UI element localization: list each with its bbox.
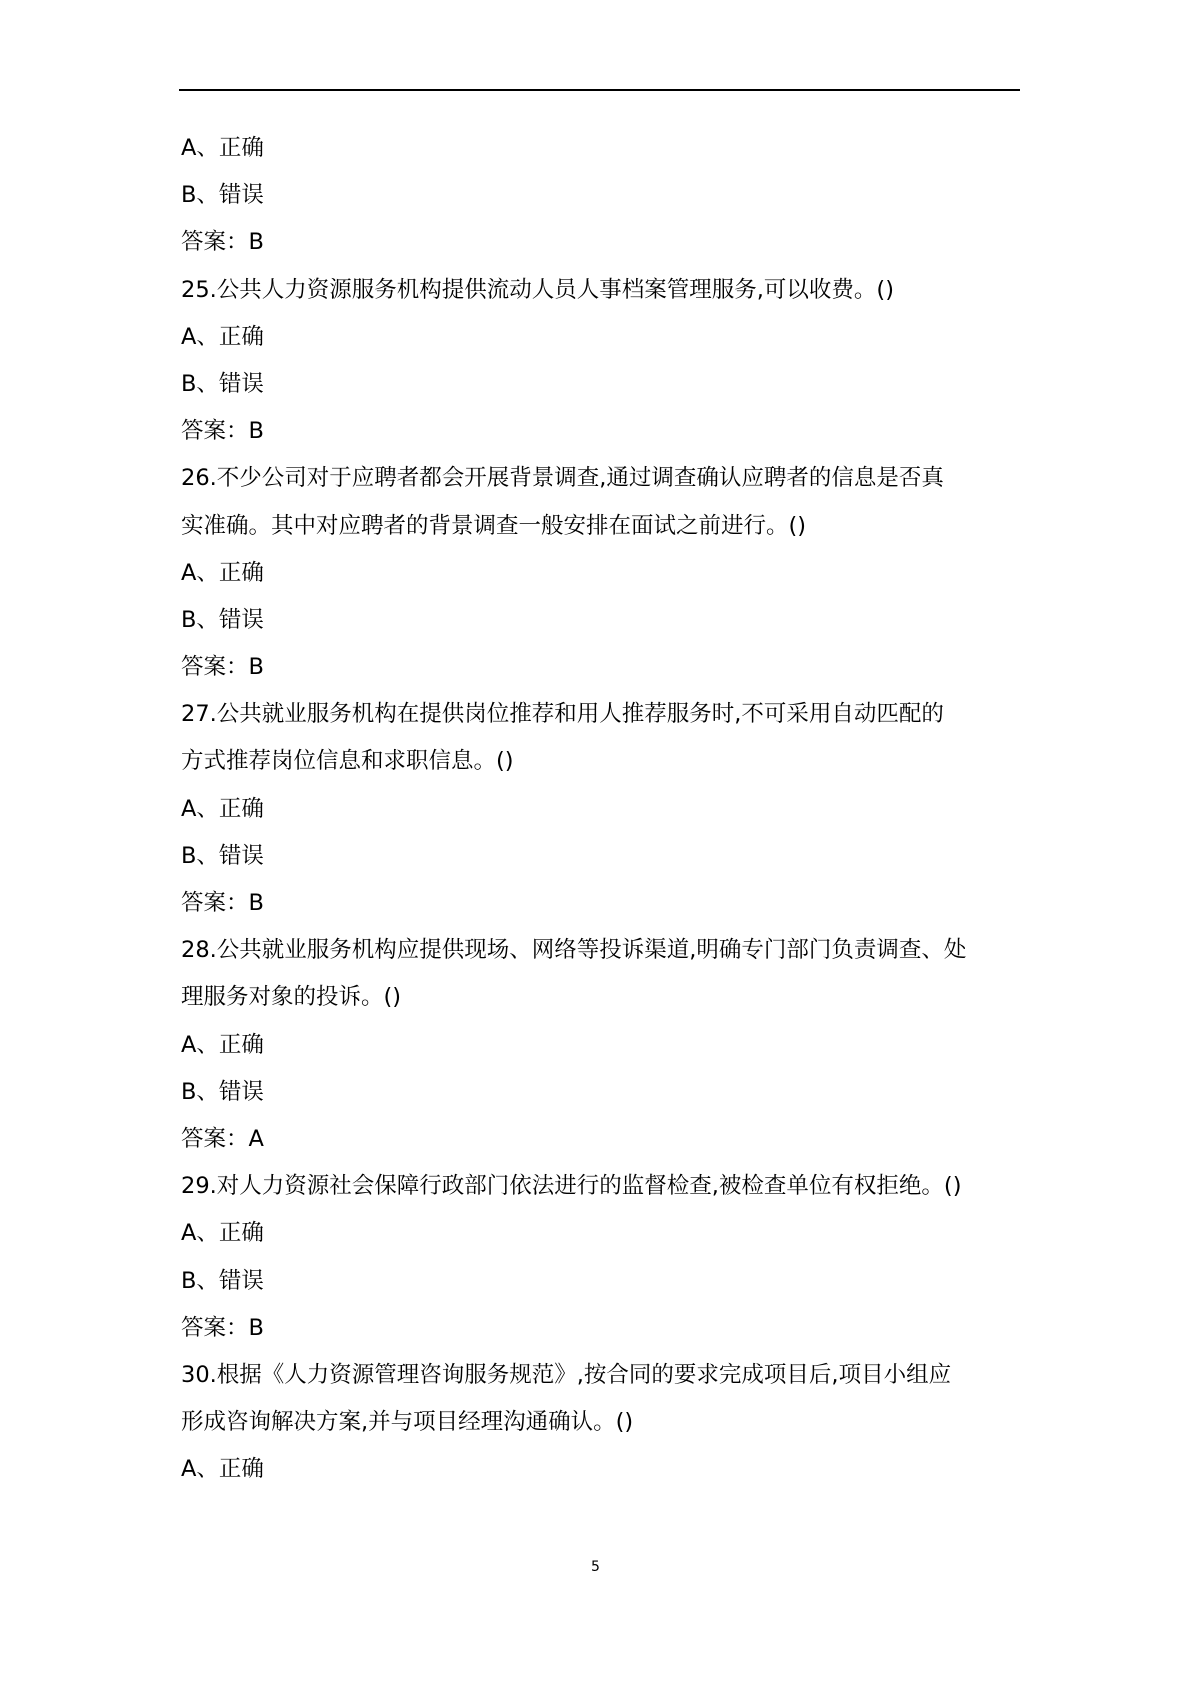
question-27: 27.公共就业服务机构在提供岗位推荐和用人推荐服务时,不可采用自动匹配的 <box>181 701 944 728</box>
option-line: B、错误 <box>181 842 264 869</box>
question-28: 28.公共就业服务机构应提供现场、网络等投诉渠道,明确专门部门负责调查、处 <box>181 937 967 964</box>
option-line: A、正确 <box>181 135 264 161</box>
question-26: 26.不少公司对于应聘者都会开展背景调查,通过调查确认应聘者的信息是否真 <box>181 465 944 492</box>
option-line: A、正确 <box>181 1220 264 1247</box>
answer-line: 答案：A <box>181 1125 264 1152</box>
option-line: A、正确 <box>181 559 264 586</box>
answer-line: 答案：B <box>181 654 264 681</box>
option-line: B、错误 <box>181 182 264 209</box>
page-number: 5 <box>591 1559 600 1575</box>
question-28-cont: 理服务对象的投诉。() <box>181 984 402 1011</box>
question-29: 29.对人力资源社会保障行政部门依法进行的监督检查,被检查单位有权拒绝。() <box>181 1173 962 1200</box>
answer-line: 答案：B <box>181 890 264 916</box>
option-line: A、正确 <box>181 1031 264 1058</box>
option-line: B、错误 <box>181 370 264 397</box>
option-line: A、正确 <box>181 1456 264 1483</box>
question-26-cont: 实准确。其中对应聘者的背景调查一般安排在面试之前进行。() <box>181 512 807 539</box>
document-body <box>181 125 1021 1493</box>
option-line: B、错误 <box>181 1078 264 1105</box>
option-line: A、正确 <box>181 795 264 822</box>
question-30-cont: 形成咨询解决方案,并与项目经理沟通确认。() <box>181 1409 634 1436</box>
answer-line: 答案：B <box>181 1314 264 1341</box>
question-25: 25.公共人力资源服务机构提供流动人员人事档案管理服务,可以收费。() <box>181 276 894 303</box>
question-30: 30.根据《人力资源管理咨询服务规范》,按合同的要求完成项目后,项目小组应 <box>181 1361 952 1388</box>
option-line: B、错误 <box>181 606 264 633</box>
header-rule <box>179 89 1020 91</box>
answer-line: 答案：B <box>181 418 264 445</box>
question-27-cont: 方式推荐岗位信息和求职信息。() <box>181 748 514 775</box>
answer-line: 答案：B <box>181 229 264 256</box>
option-line: A、正确 <box>181 323 264 350</box>
option-line: B、错误 <box>181 1267 264 1294</box>
